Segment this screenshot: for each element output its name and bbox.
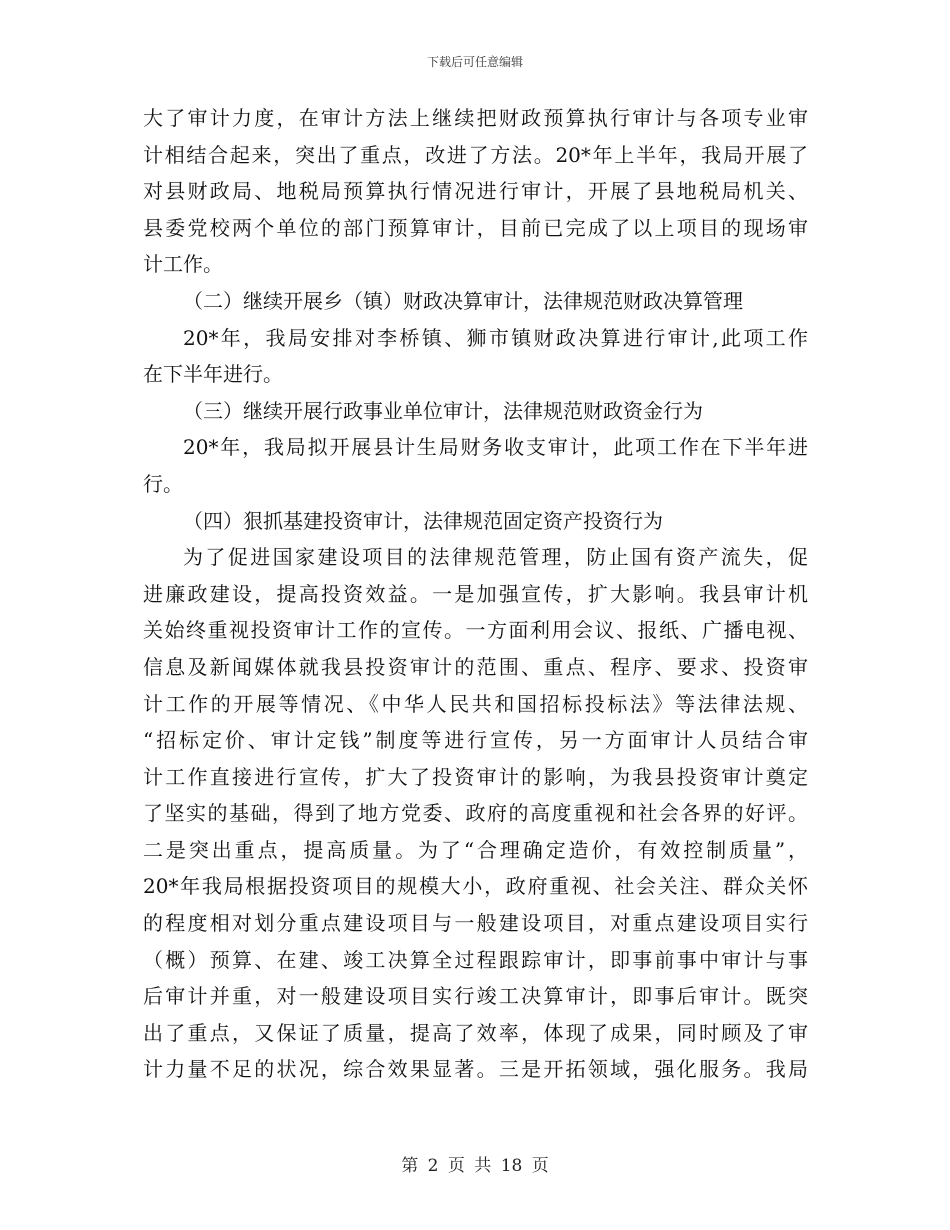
text-line: 后审计并重，对一般建设项目实行竣工决算审计，即事后审计。既突 xyxy=(143,984,808,1009)
text-line: 对县财政局、地税局预算执行情况进行审计，开展了县地税局机关、 xyxy=(143,179,808,204)
text-line: 出了重点，又保证了质量，提高了效率，体现了成果，同时顾及了审 xyxy=(143,1020,808,1045)
text-line: 20*年我局根据投资项目的规模大小，政府重视、社会关注、群众关怀 xyxy=(143,874,808,899)
text-line: 了坚实的基础，得到了地方党委、政府的高度重视和社会各界的好评。 xyxy=(143,801,808,826)
text-line: （二）继续开展乡（镇）财政决算审计，法律规范财政决算管理 xyxy=(183,288,743,313)
text-line: 关始终重视投资审计工作的宣传。一方面利用会议、报纸、广播电视、 xyxy=(143,618,808,643)
text-line: 计工作。 xyxy=(143,252,223,277)
text-line: 计工作的开展等情况、《中华人民共和国招标投标法》等法律法规、 xyxy=(143,691,808,716)
text-line: 计力量不足的状况，综合效果显著。三是开拓领域，强化服务。我局 xyxy=(143,1057,808,1082)
text-line: “招标定价、审计定钱”制度等进行宣传，另一方面审计人员结合审 xyxy=(143,728,808,753)
text-line: （三）继续开展行政事业单位审计，法律规范财政资金行为 xyxy=(183,398,703,423)
text-line: 的程度相对划分重点建设项目与一般建设项目，对重点建设项目实行 xyxy=(143,911,808,936)
text-line: 计相结合起来，突出了重点，改进了方法。20*年上半年，我局开展了 xyxy=(143,142,808,167)
text-line: 计工作直接进行宣传，扩大了投资审计的影响，为我县投资审计奠定 xyxy=(143,764,808,789)
text-line: （概）预算、在建、竣工决算全过程跟踪审计，即事前事中审计与事 xyxy=(143,947,808,972)
page-footer: 第 2 页 共 18 页 xyxy=(401,1156,549,1176)
page-header: 下载后可任意编辑 xyxy=(426,55,523,69)
text-line: 大了审计力度，在审计方法上继续把财政预算执行审计与各项专业审 xyxy=(143,106,808,130)
text-line: 行。 xyxy=(143,471,183,496)
text-line: 20*年，我局安排对李桥镇、狮市镇财政决算进行审计,此项工作 xyxy=(183,325,808,350)
text-line: （四）狠抓基建投资审计，法律规范固定资产投资行为 xyxy=(183,508,663,533)
document-body xyxy=(143,100,808,1088)
text-line: 20*年，我局拟开展县计生局财务收支审计，此项工作在下半年进 xyxy=(183,435,808,460)
text-line: 在下半年进行。 xyxy=(143,362,283,387)
text-line: 县委党校两个单位的部门预算审计，目前已完成了以上项目的现场审 xyxy=(143,215,808,240)
text-line: 为了促进国家建设项目的法律规范管理，防止国有资产流失，促 xyxy=(183,545,808,570)
text-line: 二是突出重点，提高质量。为了“合理确定造价，有效控制质量”， xyxy=(143,837,808,862)
text-line: 进廉政建设，提高投资效益。一是加强宣传，扩大影响。我县审计机 xyxy=(143,581,808,606)
text-line: 信息及新闻媒体就我县投资审计的范围、重点、程序、要求、投资审 xyxy=(143,654,808,679)
